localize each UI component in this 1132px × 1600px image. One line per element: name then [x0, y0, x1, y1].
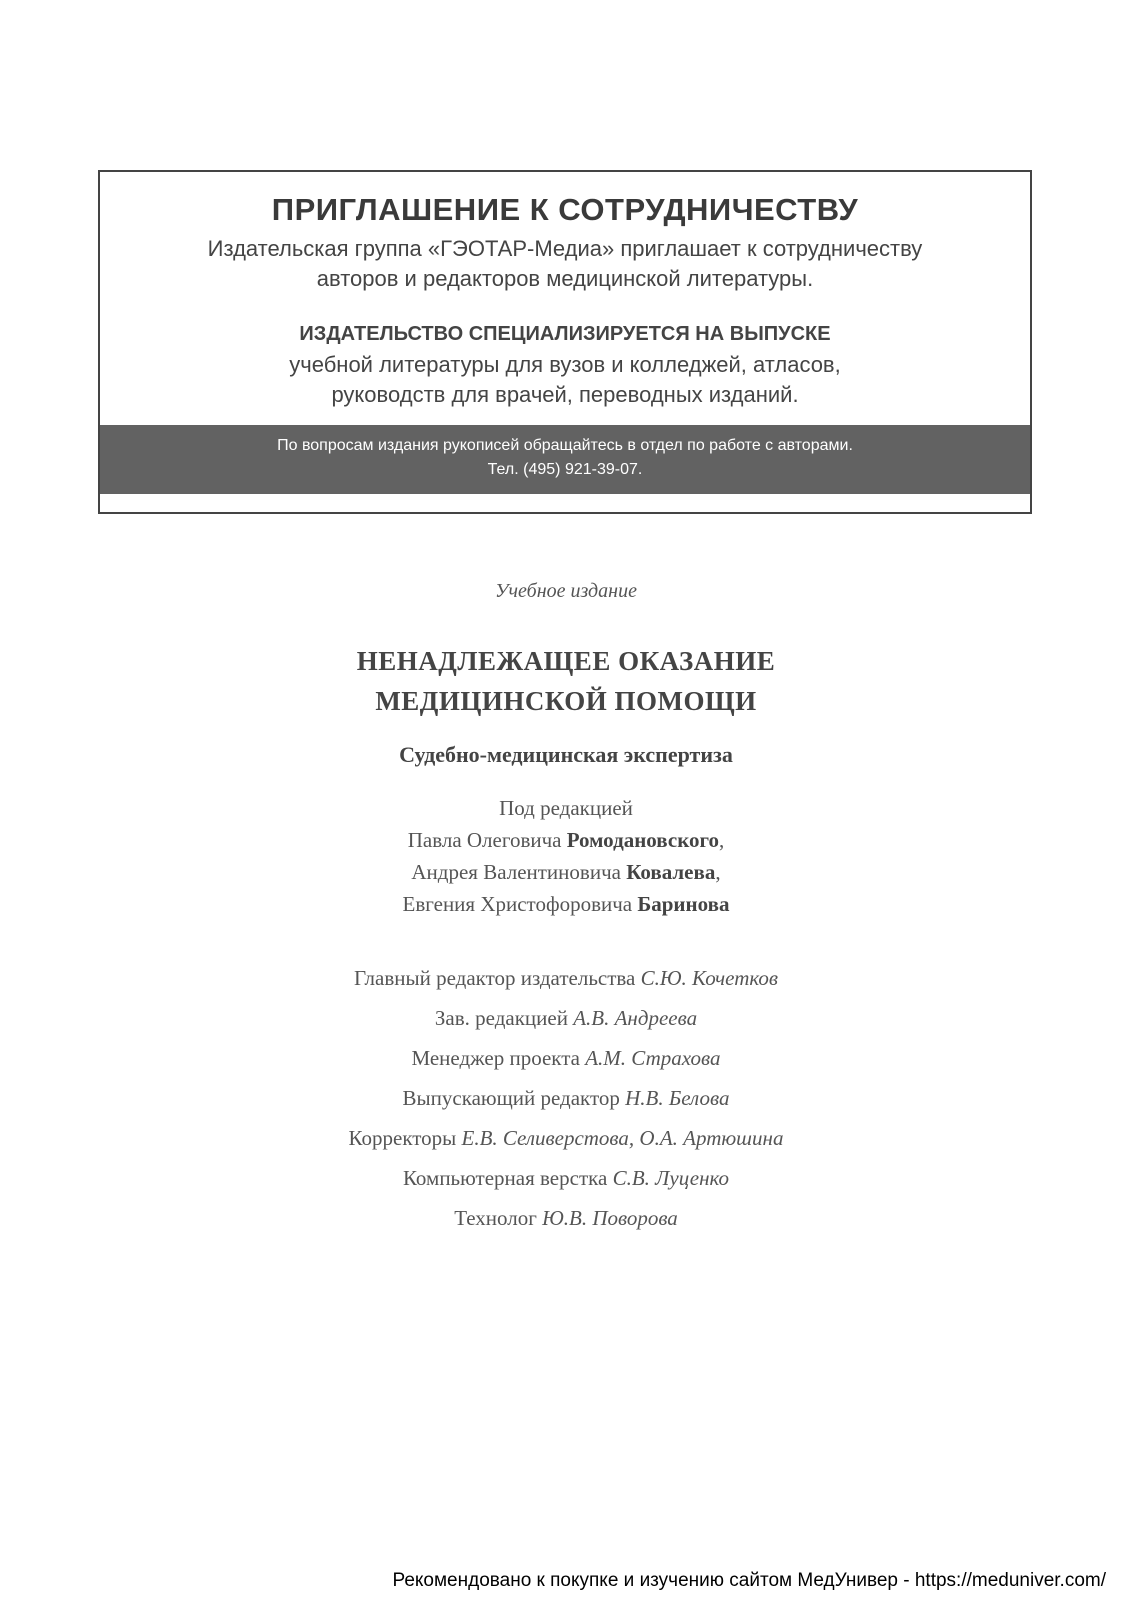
- specialization-line: учебной литературы для вузов и колледжей, атласов,: [289, 352, 841, 377]
- book-title-line: МЕДИЦИНСКОЙ ПОМОЩИ: [375, 686, 757, 716]
- credit-line: Выпускающий редактор Н.В. Белова: [402, 1086, 730, 1110]
- editor-name: Андрея Валентиновича Ковалева,: [411, 860, 721, 884]
- contact-phone: Тел. (495) 921-39-07.: [487, 461, 643, 478]
- editor-name: Павла Олеговича Ромодановского,: [407, 828, 725, 852]
- invitation-line: авторов и редакторов медицинской литературы.: [316, 266, 814, 291]
- book-title-line: НЕНАДЛЕЖАЩЕЕ ОКАЗАНИЕ: [356, 646, 776, 676]
- specialization-title: ИЗДАТЕЛЬСТВО СПЕЦИАЛИЗИРУЕТСЯ НА ВЫПУСКЕ: [299, 323, 831, 345]
- contact-band: [100, 425, 1030, 494]
- edition-type: Учебное издание: [495, 580, 637, 602]
- footer-recommendation: Рекомендовано к покупке и изучению сайтом МедУнивер - https://meduniver.com/: [392, 1570, 1106, 1591]
- specialization-line: руководств для врачей, переводных изданий.: [331, 382, 799, 407]
- credit-line: Главный редактор издательства С.Ю. Кочетков: [353, 966, 779, 990]
- contact-line: По вопросам издания рукописей обращайтесь в отдел по работе с авторами.: [277, 437, 853, 454]
- invitation-line: Издательская группа «ГЭОТАР-Медиа» приглашает к сотрудничеству: [207, 236, 923, 261]
- credit-line: Технолог Ю.В. Поворова: [454, 1206, 678, 1230]
- credit-line: Корректоры Е.В. Селиверстова, О.А. Артюшина: [348, 1126, 784, 1150]
- credit-line: Зав. редакцией А.В. Андреева: [434, 1006, 698, 1030]
- invitation-title: ПРИГЛАШЕНИЕ К СОТРУДНИЧЕСТВУ: [271, 192, 859, 227]
- edited-by-label: Под редакцией: [499, 796, 633, 820]
- book-subtitle: Судебно-медицинская экспертиза: [399, 742, 733, 767]
- credit-line: Менеджер проекта А.М. Страхова: [411, 1046, 721, 1070]
- invitation-box: [98, 170, 1032, 514]
- editor-name: Евгения Христофоровича Баринова: [402, 892, 730, 916]
- credit-line: Компьютерная верстка С.В. Луценко: [402, 1166, 730, 1190]
